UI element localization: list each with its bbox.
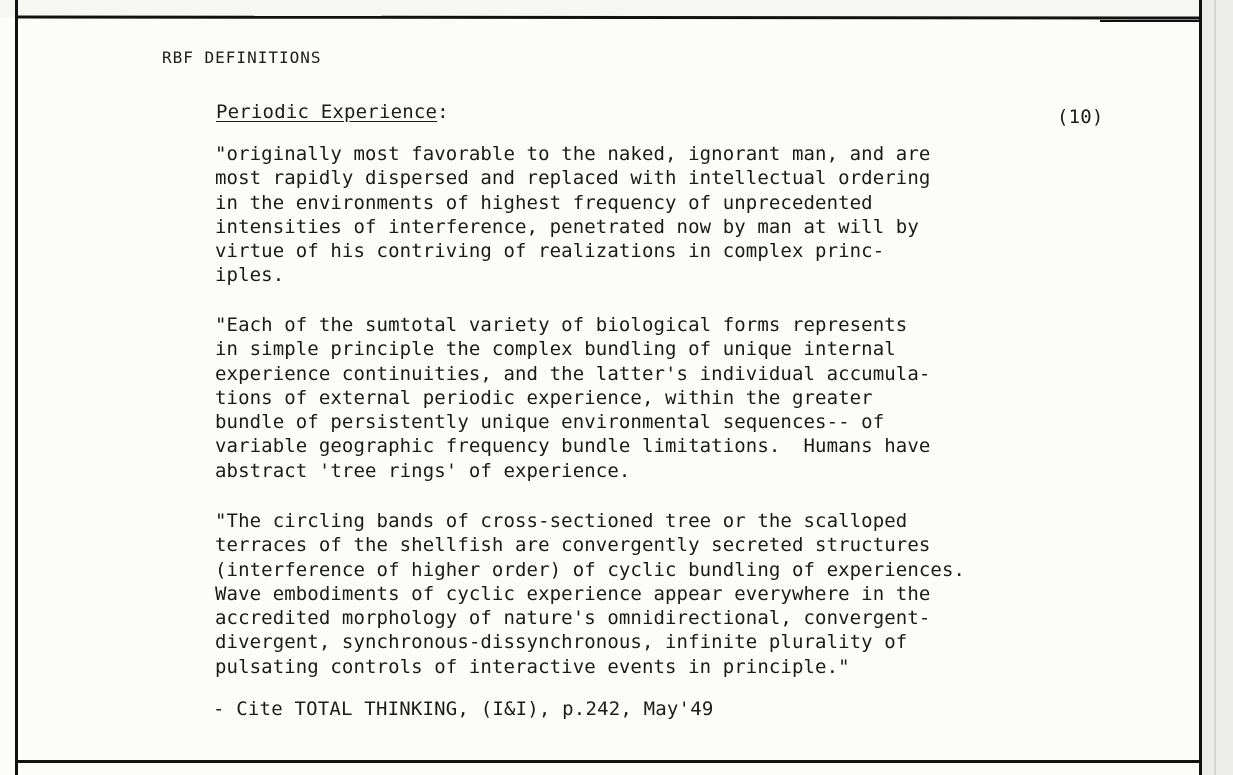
text-line: most rapidly dispersed and replaced with intellectual ordering (215, 167, 931, 190)
text-line: Wave embodiments of cyclic experience appear everywhere in the (215, 582, 931, 605)
text-line: tions of external periodic experience, within the greater (215, 386, 873, 409)
text-line: divergent, synchronous-dissynchronous, infinite plurality of (215, 631, 908, 654)
quote-paragraph (215, 313, 930, 483)
quote-paragraph (215, 509, 965, 679)
text-line: "originally most favorable to the naked, ignorant man, and are (215, 143, 931, 165)
entry-number: (10) (1057, 106, 1104, 128)
card-border-left (15, 0, 18, 775)
text-line: "Each of the sumtotal variety of biological forms represents (215, 314, 908, 336)
text-line: in simple principle the complex bundling of unique internal (215, 338, 896, 361)
entry-title-suffix: : (437, 101, 449, 123)
citation: - Cite TOTAL THINKING, (I&I), p.242, May'49 (213, 698, 714, 720)
text-line: bundle of persistently unique environmental sequences-- of (215, 411, 885, 434)
entry-heading (216, 101, 449, 123)
quote-paragraph (215, 142, 930, 288)
text-line: abstract 'tree rings' of experience. (215, 459, 631, 482)
text-line: virtue of his contriving of realizations in complex princ- (215, 240, 885, 263)
right-margin (1202, 0, 1233, 775)
entry-title: Periodic Experience (216, 101, 438, 123)
card-border-top-segment (1100, 20, 1202, 22)
text-line: pulsating controls of interactive events in principle." (215, 655, 850, 678)
text-line: intensities of interference, penetrated now by man at will by (215, 215, 919, 238)
text-line: terraces of the shellfish are convergently secreted structures (215, 534, 931, 557)
text-line: (interference of higher order) of cyclic bundling of experiences. (215, 558, 966, 581)
margin-stripe (1214, 0, 1216, 775)
text-line: in the environments of highest frequency of unprecedented (215, 191, 873, 214)
card-border-top (15, 15, 1202, 19)
card-header: RBF DEFINITIONS (162, 48, 322, 67)
card-border-bottom (15, 760, 1202, 763)
text-line: experience continuities, and the latter's individual accumula- (215, 362, 931, 385)
card-border-right (1199, 0, 1202, 775)
text-line: "The circling bands of cross-sectioned tree or the scalloped (215, 510, 908, 532)
text-line: iples. (215, 264, 285, 287)
text-line: variable geographic frequency bundle limitations. Humans have (215, 435, 931, 458)
text-line: accredited morphology of nature's omnidirectional, convergent- (215, 607, 931, 630)
